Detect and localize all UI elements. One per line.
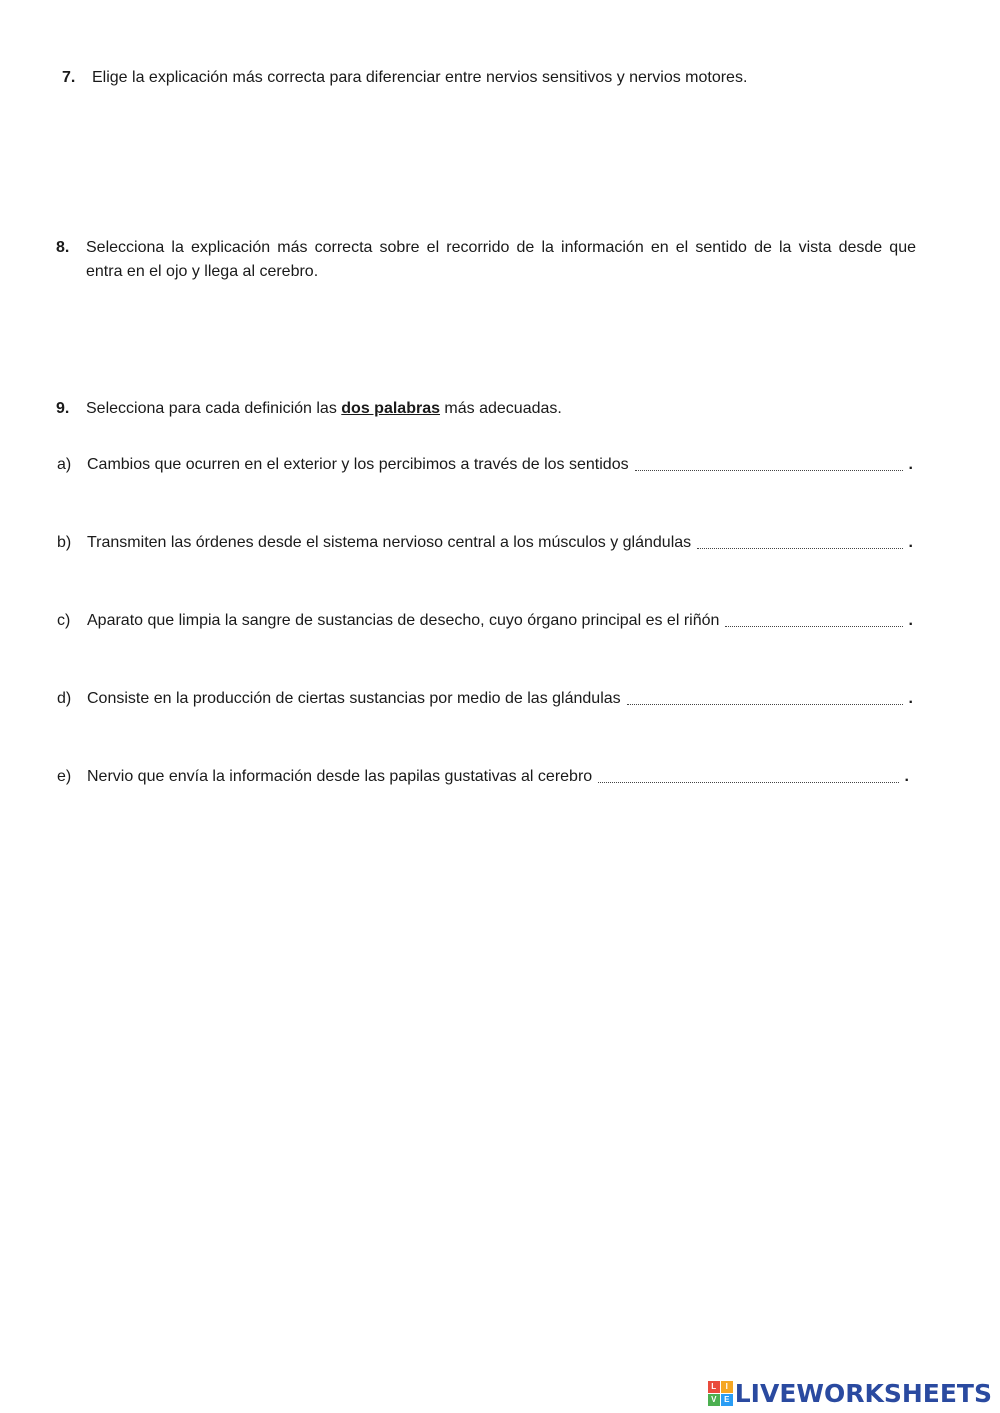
logo-badge-letter: I	[721, 1381, 733, 1393]
liveworksheets-logo[interactable]	[708, 1380, 992, 1406]
question-text-line-2: entra en el ojo y llega al cerebro.	[86, 263, 319, 280]
item-label: a)	[57, 456, 72, 473]
definition-item-d	[57, 687, 913, 711]
logo-badge-icon	[708, 1381, 733, 1406]
item-end-mark: .	[908, 456, 913, 473]
question-text-pre: Selecciona para cada definición las	[86, 400, 342, 417]
question-8	[56, 236, 916, 284]
question-number: 7.	[62, 69, 76, 86]
item-end-mark: .	[908, 534, 913, 551]
answer-blank[interactable]	[598, 781, 898, 783]
answer-blank[interactable]	[627, 703, 903, 705]
item-text: Consiste en la producción de ciertas sustancias por medio de las glándulas	[87, 690, 621, 707]
item-text: Cambios que ocurren en el exterior y los percibimos a través de los sentidos	[87, 456, 629, 473]
question-9	[56, 397, 916, 421]
item-label: b)	[57, 534, 72, 551]
item-label: d)	[57, 690, 72, 707]
item-end-mark: .	[908, 612, 913, 629]
answer-blank[interactable]	[725, 625, 902, 627]
item-end-mark: .	[904, 768, 909, 785]
item-end-mark: .	[908, 690, 913, 707]
question-7	[62, 66, 922, 90]
question-text-line-1: Selecciona la explicación más correcta sobre el recorrido de la información en el sentido de la vista desde que	[86, 239, 916, 256]
question-text-post: más adecuadas.	[439, 400, 562, 417]
item-text: Aparato que limpia la sangre de sustancias de desecho, cuyo órgano principal es el riñón	[87, 612, 720, 629]
item-text: Transmiten las órdenes desde el sistema nervioso central a los músculos y glándulas	[87, 534, 692, 551]
definition-item-a	[57, 453, 913, 477]
question-text-emphasis: dos palabras	[341, 400, 440, 417]
logo-badge-letter: V	[708, 1394, 720, 1406]
answer-blank[interactable]	[635, 469, 903, 471]
logo-badge-letter: L	[708, 1381, 720, 1393]
question-text: Elige la explicación más correcta para diferenciar entre nervios sensitivos y nervios motores.	[92, 69, 748, 86]
item-label: e)	[57, 768, 72, 785]
question-number: 8.	[56, 239, 70, 256]
answer-blank[interactable]	[697, 547, 902, 549]
definition-item-e	[57, 765, 909, 789]
definition-item-b	[57, 531, 913, 555]
logo-wordmark: LIVEWORKSHEETS	[734, 1378, 992, 1408]
item-label: c)	[57, 612, 71, 629]
item-text: Nervio que envía la información desde las papilas gustativas al cerebro	[87, 768, 593, 785]
logo-badge-letter: E	[721, 1394, 733, 1406]
question-number: 9.	[56, 400, 70, 417]
definition-item-c	[57, 609, 913, 633]
